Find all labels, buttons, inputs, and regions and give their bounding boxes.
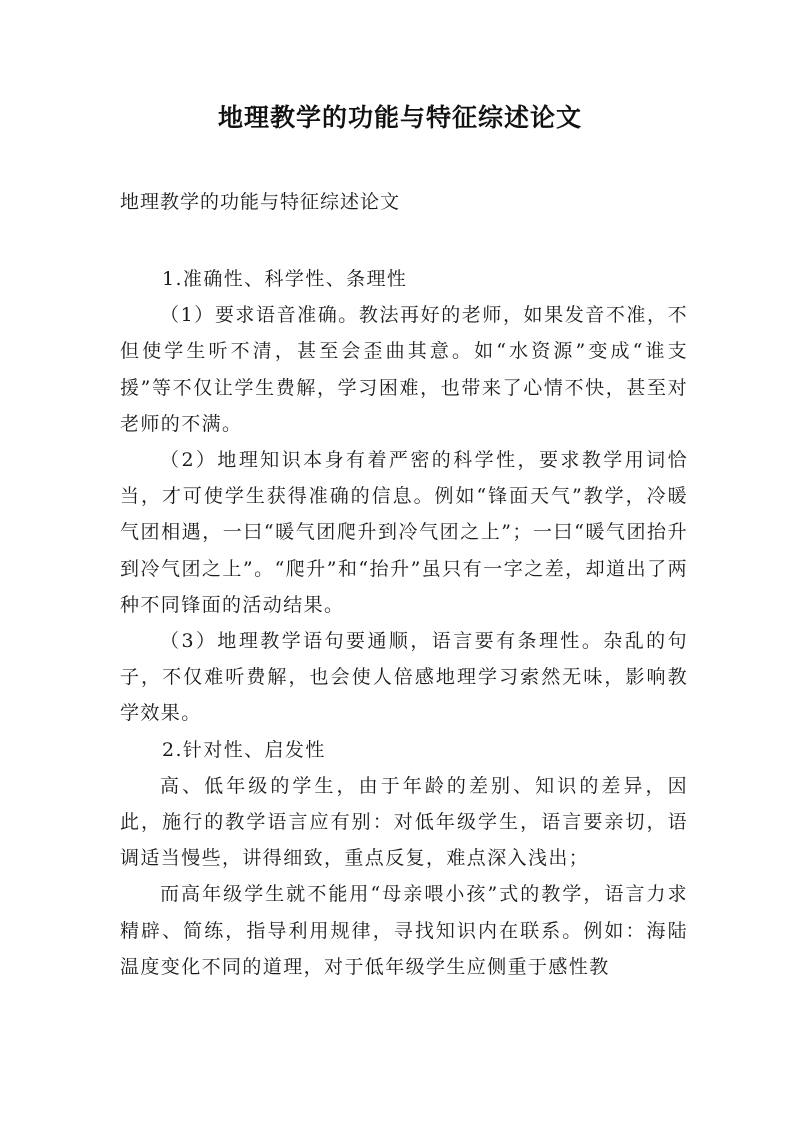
- paragraph: （1）要求语音准确。教法再好的老师，如果发音不准，不但使学生听不清，甚至会歪曲其意。如“水资源”变成“谁支援”等不仅让学生费解，学习困难，也带来了心情不快，甚至对老师的不满。: [120, 304, 688, 435]
- document-body: [120, 261, 688, 985]
- paragraph: （2）地理知识本身有着严密的科学性，要求教学用词恰当，才可使学生获得准确的信息。例如“锋面天气”教学，冷暖气团相遇，一曰“暖气团爬升到冷气团之上”；一曰“暖气团抬升到冷气团之上”。“爬升”和“抬升”虽只有一字之差，却道出了两种不同锋面的活动结果。: [120, 449, 688, 616]
- paragraph: 高、低年级的学生，由于年龄的差别、知识的差异，因此，施行的教学语言应有别：对低年级学生，语言要亲切，语调适当慢些，讲得细致，重点反复，难点深入浅出；: [120, 774, 688, 870]
- document-subtitle: 地理教学的功能与特征综述论文: [120, 191, 401, 213]
- section-heading-2: 2.针对性、启发性: [162, 738, 326, 761]
- paragraph: （3）地理教学语句要通顺，语言要有条理性。杂乱的句子，不仅难听费解，也会使人倍感地理学习索然无味，影响教学效果。: [120, 630, 688, 725]
- section-heading-1: 1.准确性、科学性、条理性: [162, 268, 408, 290]
- document-title: 地理教学的功能与特征综述论文: [217, 103, 582, 132]
- paragraph: 而高年级学生就不能用“母亲喂小孩”式的教学，语言力求精辟、简练，指导利用规律，寻找知识内在联系。例如：海陆温度变化不同的道理，对于低年级学生应侧重于感性教: [120, 883, 688, 978]
